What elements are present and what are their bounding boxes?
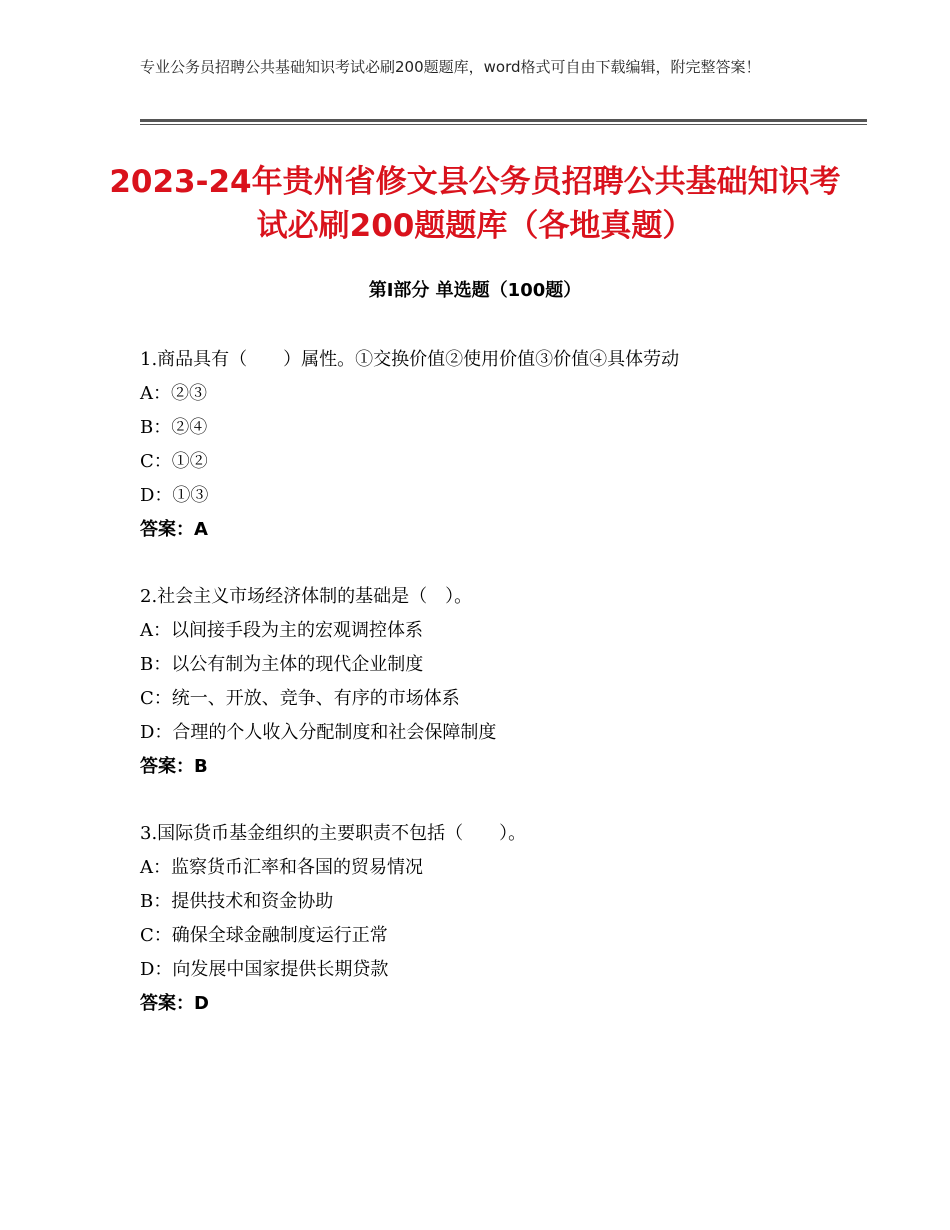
- question-list: [140, 343, 860, 1054]
- option-c: C：①②: [140, 451, 208, 472]
- option-a: A：监察货币汇率和各国的贸易情况: [140, 857, 423, 878]
- question-3: [140, 817, 860, 1021]
- header-divider: [140, 119, 867, 122]
- answer: 答案：A: [140, 519, 208, 540]
- page-header-note: 专业公务员招聘公共基础知识考试必刷200题题库，word格式可自由下载编辑，附完整答案！: [140, 58, 761, 76]
- option-b: B：②④: [140, 417, 208, 438]
- option-a: A：②③: [140, 383, 207, 404]
- question-1: [140, 343, 860, 547]
- option-d: D：①③: [140, 485, 209, 506]
- answer: 答案：D: [140, 993, 209, 1014]
- header-divider-thin: [140, 124, 867, 125]
- option-b: B：以公有制为主体的现代企业制度: [140, 654, 424, 675]
- section-title: 第Ⅰ部分 单选题（100题）: [368, 280, 582, 301]
- document-title: 2023-24年贵州省修文县公务员招聘公共基础知识考试必刷200题题库（各地真题）: [109, 164, 841, 244]
- option-d: D：向发展中国家提供长期贷款: [140, 959, 389, 980]
- question-stem: 3.国际货币基金组织的主要职责不包括（ ）。: [140, 823, 527, 844]
- question-2: [140, 580, 860, 784]
- question-stem: 1.商品具有（ ）属性。①交换价值②使用价值③价值④具体劳动: [140, 349, 680, 370]
- option-b: B：提供技术和资金协助: [140, 891, 334, 912]
- option-c: C：统一、开放、竞争、有序的市场体系: [140, 688, 460, 709]
- option-d: D：合理的个人收入分配制度和社会保障制度: [140, 722, 497, 743]
- answer: 答案：B: [140, 756, 208, 777]
- option-a: A：以间接手段为主的宏观调控体系: [140, 620, 423, 641]
- option-c: C：确保全球金融制度运行正常: [140, 925, 388, 946]
- question-stem: 2.社会主义市场经济体制的基础是（ ）。: [140, 586, 473, 607]
